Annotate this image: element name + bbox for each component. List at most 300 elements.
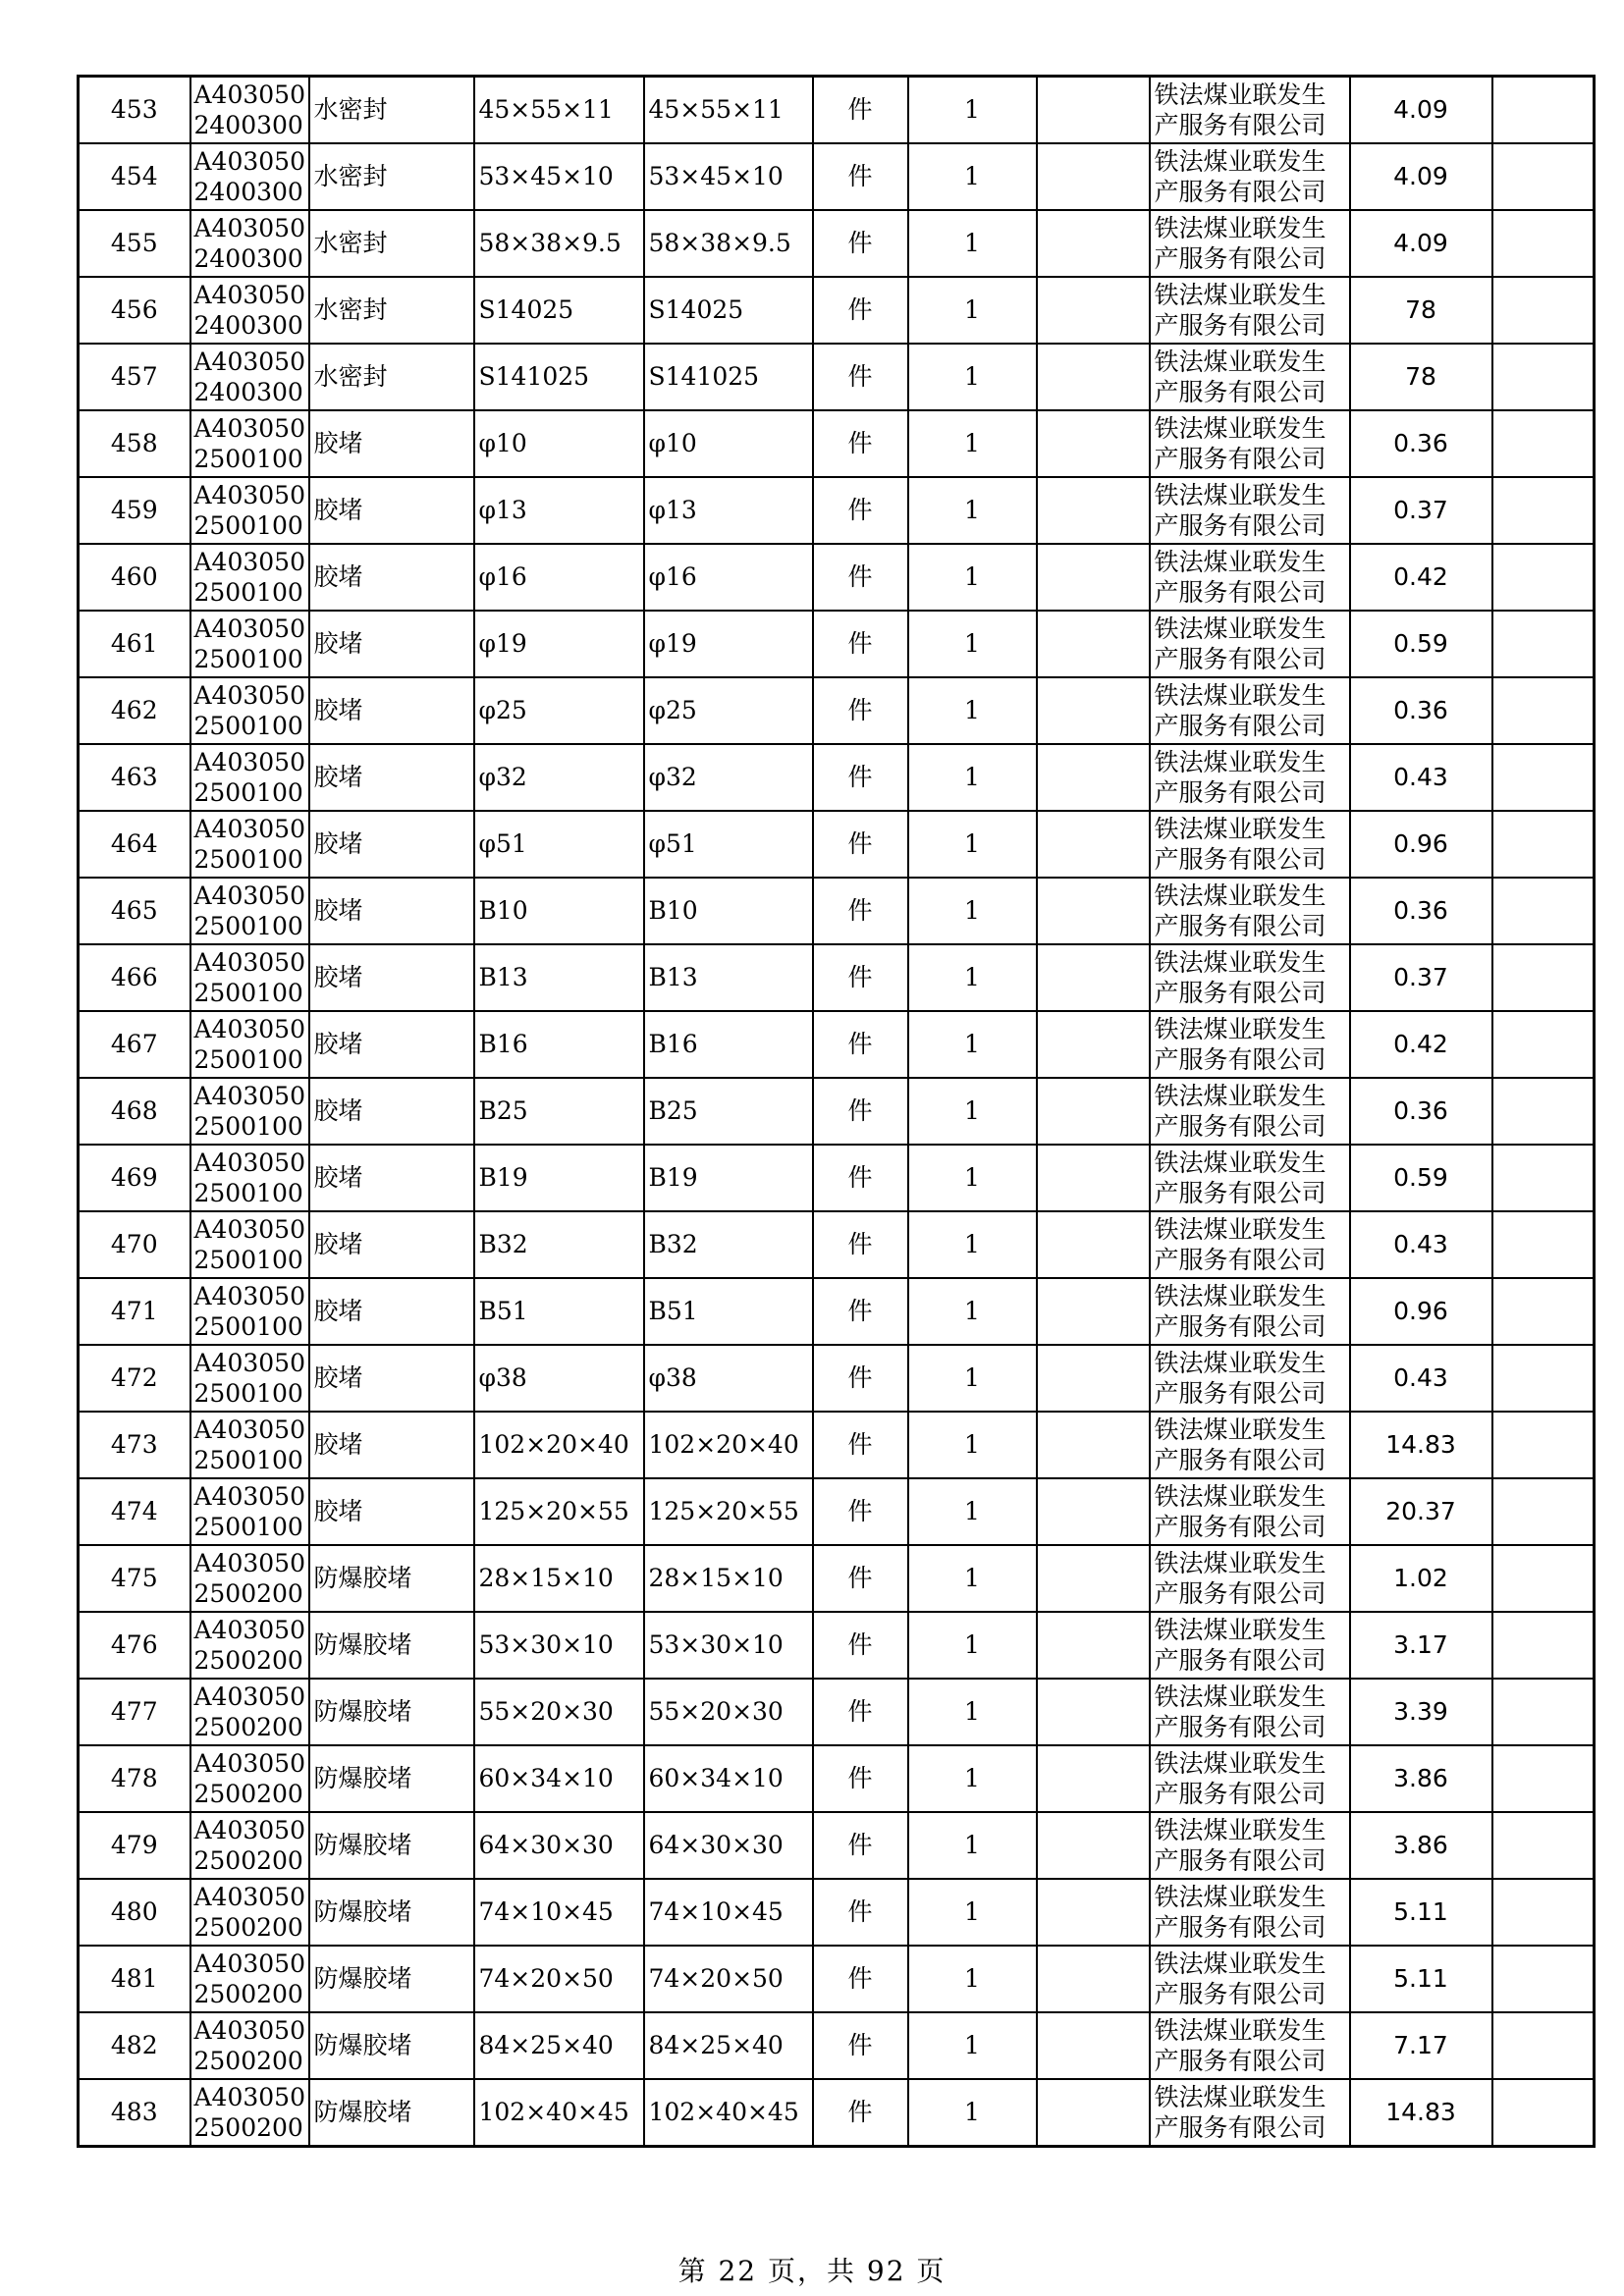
material-code-part2: 2500200 [193,1980,303,2008]
material-code-part2: 2500200 [193,1780,303,1808]
supplier [1150,1211,1350,1278]
model: S14025 [644,277,813,344]
supplier [1150,1278,1350,1345]
specification: 60×34×10 [474,1745,644,1812]
supplier-line2: 产服务有限公司 [1154,445,1326,473]
material-code-part2: 2400300 [193,378,303,406]
row-number: 453 [79,77,190,144]
blank-cell [1037,1478,1150,1545]
unit: 件 [813,944,908,1011]
material-name: 胶堵 [309,1278,474,1345]
specification: B13 [474,944,644,1011]
supplier [1150,1011,1350,1078]
unit-price: 0.37 [1350,477,1492,544]
unit-price: 0.42 [1350,1011,1492,1078]
quantity: 1 [908,1412,1037,1478]
row-number: 466 [79,944,190,1011]
supplier [1150,2079,1350,2147]
material-code [190,944,309,1011]
page-footer: 第 22 页，共 92 页 [677,2255,947,2287]
model: 45×55×11 [644,77,813,144]
row-number: 456 [79,277,190,344]
unit: 件 [813,477,908,544]
model: 102×40×45 [644,2079,813,2147]
blank-cell [1492,744,1595,811]
quantity: 1 [908,410,1037,477]
material-code-part1: A403050 [193,414,305,443]
material-code-part1: A403050 [193,815,305,843]
supplier [1150,1545,1350,1612]
material-code [190,1478,309,1545]
unit-price: 20.37 [1350,1478,1492,1545]
model: φ13 [644,477,813,544]
quantity: 1 [908,1612,1037,1679]
blank-cell [1492,811,1595,878]
blank-cell [1037,2012,1150,2079]
supplier-line1: 铁法煤业联发生 [1154,481,1326,509]
supplier-line2: 产服务有限公司 [1154,645,1326,673]
material-code-part2: 2400300 [193,111,303,139]
blank-cell [1037,77,1150,144]
material-code-part1: A403050 [193,1082,305,1110]
material-name: 胶堵 [309,477,474,544]
blank-cell [1492,143,1595,210]
material-code [190,1345,309,1412]
specification: 64×30×30 [474,1812,644,1879]
supplier [1150,1946,1350,2012]
unit: 件 [813,1145,908,1211]
blank-cell [1492,544,1595,611]
unit: 件 [813,1412,908,1478]
model: 74×10×45 [644,1879,813,1946]
model: 102×20×40 [644,1412,813,1478]
material-code-part1: A403050 [193,147,305,176]
blank-cell [1037,1679,1150,1745]
blank-cell [1492,611,1595,677]
blank-cell [1037,677,1150,744]
unit-price: 0.36 [1350,677,1492,744]
unit: 件 [813,210,908,277]
unit-price: 4.09 [1350,210,1492,277]
blank-cell [1037,477,1150,544]
table-row [79,210,1595,277]
unit: 件 [813,1345,908,1412]
unit: 件 [813,677,908,744]
row-number: 473 [79,1412,190,1478]
row-number: 474 [79,1478,190,1545]
blank-cell [1492,677,1595,744]
supplier-line2: 产服务有限公司 [1154,1112,1326,1141]
table-row [79,1478,1595,1545]
model: B51 [644,1278,813,1345]
supplier-line2: 产服务有限公司 [1154,244,1326,273]
blank-cell [1037,744,1150,811]
supplier [1150,1812,1350,1879]
supplier-line1: 铁法煤业联发生 [1154,214,1326,242]
material-code-part2: 2500100 [193,1312,303,1341]
model: 60×34×10 [644,1745,813,1812]
supplier-line2: 产服务有限公司 [1154,311,1326,340]
blank-cell [1492,2079,1595,2147]
unit-price: 4.09 [1350,77,1492,144]
supplier-line1: 铁法煤业联发生 [1154,881,1326,910]
supplier-line2: 产服务有限公司 [1154,111,1326,139]
model: 125×20×55 [644,1478,813,1545]
row-number: 478 [79,1745,190,1812]
table-row [79,944,1595,1011]
supplier-line1: 铁法煤业联发生 [1154,1749,1326,1778]
unit: 件 [813,744,908,811]
table-row [79,1812,1595,1879]
material-code-part1: A403050 [193,1549,305,1577]
unit-price: 0.96 [1350,1278,1492,1345]
quantity: 1 [908,1145,1037,1211]
specification: S14025 [474,277,644,344]
supplier [1150,544,1350,611]
supplier-line1: 铁法煤业联发生 [1154,1482,1326,1511]
quantity: 1 [908,1011,1037,1078]
material-code-part2: 2500100 [193,511,303,540]
material-name: 防爆胶堵 [309,1946,474,2012]
supplier [1150,1745,1350,1812]
unit: 件 [813,811,908,878]
quantity: 1 [908,1812,1037,1879]
row-number: 459 [79,477,190,544]
material-name: 水密封 [309,210,474,277]
blank-cell [1037,1011,1150,1078]
material-code-part1: A403050 [193,1616,305,1644]
blank-cell [1037,1745,1150,1812]
supplier-line2: 产服务有限公司 [1154,1446,1326,1474]
model: φ25 [644,677,813,744]
quantity: 1 [908,1345,1037,1412]
unit-price: 78 [1350,344,1492,410]
row-number: 475 [79,1545,190,1612]
specification: B19 [474,1145,644,1211]
material-code-part2: 2500100 [193,912,303,940]
blank-cell [1492,944,1595,1011]
row-number: 455 [79,210,190,277]
model: B10 [644,878,813,944]
material-code-part1: A403050 [193,548,305,576]
material-code-part1: A403050 [193,80,305,109]
table-body [79,77,1595,2147]
material-code [190,477,309,544]
supplier-line2: 产服务有限公司 [1154,712,1326,740]
unit-price: 7.17 [1350,2012,1492,2079]
material-name: 防爆胶堵 [309,1812,474,1879]
quantity: 1 [908,944,1037,1011]
model: 28×15×10 [644,1545,813,1612]
model: φ19 [644,611,813,677]
table-row [79,77,1595,144]
supplier-line1: 铁法煤业联发生 [1154,815,1326,843]
material-code-part2: 2500200 [193,1913,303,1942]
supplier-line1: 铁法煤业联发生 [1154,2083,1326,2111]
row-number: 470 [79,1211,190,1278]
supplier-line1: 铁法煤业联发生 [1154,681,1326,710]
supplier-line1: 铁法煤业联发生 [1154,614,1326,643]
specification: 55×20×30 [474,1679,644,1745]
specification: S141025 [474,344,644,410]
supplier-line1: 铁法煤业联发生 [1154,1148,1326,1177]
blank-cell [1492,1278,1595,1345]
supplier-line2: 产服务有限公司 [1154,1913,1326,1942]
blank-cell [1037,1412,1150,1478]
unit: 件 [813,878,908,944]
blank-cell [1492,410,1595,477]
unit-price: 3.39 [1350,1679,1492,1745]
material-code-part1: A403050 [193,1682,305,1711]
material-name: 防爆胶堵 [309,1745,474,1812]
unit: 件 [813,410,908,477]
supplier-line2: 产服务有限公司 [1154,1246,1326,1274]
material-name: 防爆胶堵 [309,1679,474,1745]
table-row [79,1278,1595,1345]
table-row [79,744,1595,811]
table-row [79,878,1595,944]
unit: 件 [813,1879,908,1946]
row-number: 479 [79,1812,190,1879]
unit: 件 [813,1211,908,1278]
table-row [79,1011,1595,1078]
supplier [1150,744,1350,811]
blank-cell [1492,1211,1595,1278]
supplier [1150,1612,1350,1679]
unit: 件 [813,544,908,611]
supplier-line2: 产服务有限公司 [1154,1045,1326,1074]
table-row [79,143,1595,210]
row-number: 468 [79,1078,190,1145]
row-number: 482 [79,2012,190,2079]
quantity: 1 [908,1545,1037,1612]
supplier-line1: 铁法煤业联发生 [1154,147,1326,176]
blank-cell [1492,1078,1595,1145]
row-number: 458 [79,410,190,477]
material-code-part1: A403050 [193,614,305,643]
blank-cell [1492,277,1595,344]
material-name: 胶堵 [309,1412,474,1478]
material-code [190,1145,309,1211]
supplier [1150,77,1350,144]
unit-price: 0.36 [1350,878,1492,944]
supplier-line1: 铁法煤业联发生 [1154,948,1326,977]
table-row [79,611,1595,677]
unit: 件 [813,2079,908,2147]
quantity: 1 [908,1745,1037,1812]
material-code [190,744,309,811]
supplier-line2: 产服务有限公司 [1154,511,1326,540]
blank-cell [1492,77,1595,144]
supplier-line2: 产服务有限公司 [1154,578,1326,607]
material-code-part1: A403050 [193,347,305,376]
specification: φ19 [474,611,644,677]
supplier [1150,1078,1350,1145]
supplier-line2: 产服务有限公司 [1154,1846,1326,1875]
unit-price: 0.37 [1350,944,1492,1011]
material-name: 胶堵 [309,744,474,811]
material-code-part1: A403050 [193,2083,305,2111]
supplier-line1: 铁法煤业联发生 [1154,1616,1326,1644]
specification: φ38 [474,1345,644,1412]
supplier-line2: 产服务有限公司 [1154,378,1326,406]
material-code [190,1211,309,1278]
supplier-line1: 铁法煤业联发生 [1154,1415,1326,1444]
material-code-part1: A403050 [193,881,305,910]
table-row [79,2079,1595,2147]
unit-price: 0.43 [1350,744,1492,811]
specification: 53×45×10 [474,143,644,210]
blank-cell [1037,1278,1150,1345]
table-row [79,1679,1595,1745]
specification: B32 [474,1211,644,1278]
blank-cell [1037,2079,1150,2147]
specification: φ51 [474,811,644,878]
material-code [190,611,309,677]
unit-price: 0.96 [1350,811,1492,878]
row-number: 472 [79,1345,190,1412]
model: φ16 [644,544,813,611]
blank-cell [1037,344,1150,410]
supplier-line1: 铁法煤业联发生 [1154,80,1326,109]
material-code-part2: 2500100 [193,1246,303,1274]
table-row [79,344,1595,410]
material-code [190,143,309,210]
quantity: 1 [908,143,1037,210]
material-name: 胶堵 [309,544,474,611]
supplier-line1: 铁法煤业联发生 [1154,1816,1326,1844]
quantity: 1 [908,1478,1037,1545]
material-code-part2: 2500100 [193,712,303,740]
blank-cell [1037,944,1150,1011]
supplier-line2: 产服务有限公司 [1154,979,1326,1007]
material-code [190,544,309,611]
row-number: 483 [79,2079,190,2147]
specification: B10 [474,878,644,944]
unit: 件 [813,1078,908,1145]
blank-cell [1037,878,1150,944]
supplier-line1: 铁法煤业联发生 [1154,2016,1326,2045]
model: B25 [644,1078,813,1145]
table-row [79,811,1595,878]
unit: 件 [813,344,908,410]
material-code-part1: A403050 [193,748,305,776]
row-number: 480 [79,1879,190,1946]
row-number: 464 [79,811,190,878]
quantity: 1 [908,744,1037,811]
blank-cell [1037,1879,1150,1946]
blank-cell [1037,1612,1150,1679]
table-row [79,1145,1595,1211]
blank-cell [1492,878,1595,944]
unit-price: 0.59 [1350,611,1492,677]
unit: 件 [813,1278,908,1345]
unit-price: 3.86 [1350,1745,1492,1812]
supplier-line1: 铁法煤业联发生 [1154,548,1326,576]
supplier-line2: 产服务有限公司 [1154,2047,1326,2075]
unit-price: 14.83 [1350,2079,1492,2147]
material-code [190,1412,309,1478]
model: B16 [644,1011,813,1078]
material-code [190,1679,309,1745]
supplier-line1: 铁法煤业联发生 [1154,748,1326,776]
material-name: 防爆胶堵 [309,2012,474,2079]
quantity: 1 [908,811,1037,878]
blank-cell [1492,1812,1595,1879]
quantity: 1 [908,544,1037,611]
supplier-line2: 产服务有限公司 [1154,1646,1326,1675]
specification: 58×38×9.5 [474,210,644,277]
table-row [79,677,1595,744]
material-name: 防爆胶堵 [309,1545,474,1612]
blank-cell [1492,1478,1595,1545]
supplier [1150,344,1350,410]
material-code-part2: 2500200 [193,1846,303,1875]
supplier [1150,410,1350,477]
model: S141025 [644,344,813,410]
row-number: 467 [79,1011,190,1078]
material-code [190,2079,309,2147]
unit-price: 14.83 [1350,1412,1492,1478]
blank-cell [1037,1211,1150,1278]
material-code [190,77,309,144]
unit-price: 5.11 [1350,1946,1492,2012]
blank-cell [1037,210,1150,277]
material-code-part2: 2400300 [193,178,303,206]
unit: 件 [813,1946,908,2012]
table-row [79,2012,1595,2079]
material-code-part1: A403050 [193,481,305,509]
model: φ10 [644,410,813,477]
quantity: 1 [908,277,1037,344]
material-name: 胶堵 [309,878,474,944]
quantity: 1 [908,1879,1037,1946]
specification: 28×15×10 [474,1545,644,1612]
supplier [1150,277,1350,344]
supplier [1150,677,1350,744]
supplier-line2: 产服务有限公司 [1154,912,1326,940]
supplier-line2: 产服务有限公司 [1154,2113,1326,2142]
supplier-line1: 铁法煤业联发生 [1154,1215,1326,1244]
row-number: 463 [79,744,190,811]
unit: 件 [813,77,908,144]
table-row [79,1612,1595,1679]
supplier-line1: 铁法煤业联发生 [1154,1282,1326,1310]
material-code-part2: 2500100 [193,778,303,807]
unit-price: 0.36 [1350,1078,1492,1145]
supplier-line2: 产服务有限公司 [1154,1312,1326,1341]
model: B13 [644,944,813,1011]
specification: B25 [474,1078,644,1145]
material-name: 胶堵 [309,611,474,677]
supplier-line2: 产服务有限公司 [1154,1713,1326,1741]
material-code-part1: A403050 [193,214,305,242]
quantity: 1 [908,1211,1037,1278]
material-code-part1: A403050 [193,1749,305,1778]
quantity: 1 [908,477,1037,544]
supplier [1150,2012,1350,2079]
quantity: 1 [908,2012,1037,2079]
supplier-line2: 产服务有限公司 [1154,1780,1326,1808]
table-row [79,410,1595,477]
material-code [190,811,309,878]
supplier [1150,1145,1350,1211]
material-name: 水密封 [309,277,474,344]
material-name: 胶堵 [309,1211,474,1278]
specification: 74×20×50 [474,1946,644,2012]
unit-price: 3.17 [1350,1612,1492,1679]
blank-cell [1492,1145,1595,1211]
